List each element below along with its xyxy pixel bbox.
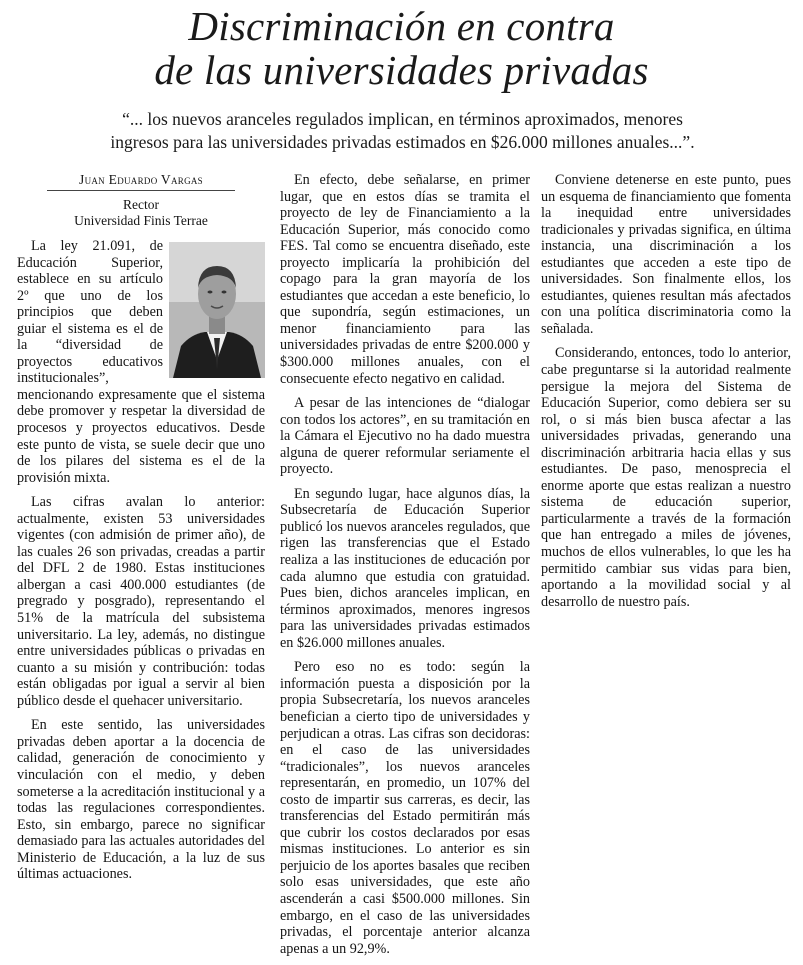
paragraph-6: En segundo lugar, hace algunos días, la Subsecretaría de Educación Superior publicó los nuevos aranceles regulados, que rigen las transferencias que el Estado realiza a las instituciones de educación por cada alumno que estudia con gratuidad. Pues bien, dichos aranceles implican, en términos aproximados, menores ingresos para las universidades privadas estimados en $26.000 millones anuales. bbox=[280, 485, 530, 651]
paragraph-7: Pero eso no es todo: según la información puesta a disposición por la propia Subsecretaría, los nuevos aranceles benefician a cierto tipo de universidades y perjudican a otras. Las cifras son decidoras: en el caso de las universidades “tradicionales”, los nuevos aranceles representarán, en promedio, un 107% del costo de impartir sus carreras, es decir, las transferencias del Estado permitirán más que cubrir los costos declarados por esas mismas instituciones. Lo anterior es sin perjuicio de los aportes basales que reciben solo esas universidades, que este año ascenderán a casi $500.000 millones. Sin embargo, en el caso de las universidades privadas, el porcentaje anterior alcanza apenas a un 92,9%. bbox=[280, 659, 530, 957]
paragraph-8: Conviene detenerse en este punto, pues un esquema de financiamiento que fomenta la inequidad entre universidades tradicionales y privadas significa, en última instancia, una discriminación a los estudiantes que acceden a este tipo de universidades. Son finalmente ellos, los estudiantes, quienes resultan más afectados con una política discriminatoria como la señalada. bbox=[541, 172, 791, 337]
column-1 bbox=[17, 172, 265, 891]
pull-quote bbox=[30, 108, 775, 154]
author-name: Juan Eduardo Vargas bbox=[47, 172, 235, 191]
author-institution: Universidad Finis Terrae bbox=[74, 213, 208, 228]
pull-quote-line-1: “... los nuevos aranceles regulados implican, en términos aproximados, menores bbox=[122, 109, 683, 129]
headline-line-2: de las universidades privadas bbox=[154, 47, 649, 93]
paragraph-5: A pesar de las intenciones de “dialogar con todos los actores”, en su tramitación en la Cámara el Ejecutivo no ha dado muestra alguna de querer reformular seriamente el proyecto. bbox=[280, 395, 530, 478]
column-2 bbox=[280, 172, 530, 965]
byline bbox=[17, 172, 265, 229]
pull-quote-line-2: ingresos para las universidades privadas estimados en $26.000 millones anuales...”. bbox=[110, 132, 695, 152]
paragraph-4: En efecto, debe señalarse, en primer lugar, que en estos días se tramita el proyecto de ley de Financiamiento a la Educación Superior, más conocido como FES. Tal como se encuentra diseñado, este proyecto implicaría la prohibición del copago para la gran mayoría de los estudiantes que accedan a este beneficio, lo que supondría, según estimaciones, un menor financiamiento para las universidades privadas de entre $200.000 y $300.000 millones anuales, con el consecuente efecto negativo en calidad. bbox=[280, 172, 530, 387]
paragraph-1: La ley 21.091, de Educación Superior, establece en su artículo 2º que uno de los principios que deben guiar el sistema es el de la “diversidad de proyectos educativos institucionales”, mencionando expresamente que el sistema debe promover y respetar la diversidad de procesos y proyectos educativos. Desde este punto de vista, se suele decir que uno de los pilares del sistema es el de la provisión mixta. bbox=[17, 238, 265, 486]
paragraph-9: Considerando, entonces, todo lo anterior, cabe preguntarse si la autoridad realmente persigue la mejora del Sistema de Educación Superior, como debiera ser su rol, o si más bien busca afectar a las universidades privadas, generando una discriminación arbitraria hacia ellas y sus estudiantes. De paso, menosprecia el enorme aporte que estas realizan a nuestro sistema de educación superior, particularmente a través de la formación que han entregado a miles de jóvenes, muchos de ellos vulnerables, lo que les ha permitido cambiar sus vidas para bien, aportando a la movilidad social y al desarrollo de nuestro país. bbox=[541, 345, 791, 610]
paragraph-3: En este sentido, las universidades privadas deben aportar a la docencia de calidad, generación de conocimiento y vinculación con el medio, y deben someterse a la acreditación institucional y a todas las regulaciones correspondientes. Esto, sin embargo, parece no significar demasiado para las actuales autoridades del Ministerio de Educación, a la luz de sus últimas actuaciones. bbox=[17, 717, 265, 883]
headline bbox=[0, 4, 803, 92]
paragraph-2: Las cifras avalan lo anterior: actualmente, existen 53 universidades vigentes (con admisión de primer año), de las cuales 26 son privadas, creadas a partir del DFL 2 de 1980. Estas instituciones albergan a casi 400.000 estudiantes (de pregrado y posgrado), representando el 51% de la matrícula del subsistema universitario. La ley, además, no distingue entre universidades públicas o privadas en cuanto a su misión y contribución: todas están obligadas por igual a servir al bien público desde el quehacer universitario. bbox=[17, 494, 265, 709]
author-portrait-photo bbox=[169, 242, 265, 378]
headline-line-1: Discriminación en contra bbox=[188, 3, 615, 49]
column-3 bbox=[541, 172, 791, 618]
author-role: Rector bbox=[123, 197, 159, 212]
